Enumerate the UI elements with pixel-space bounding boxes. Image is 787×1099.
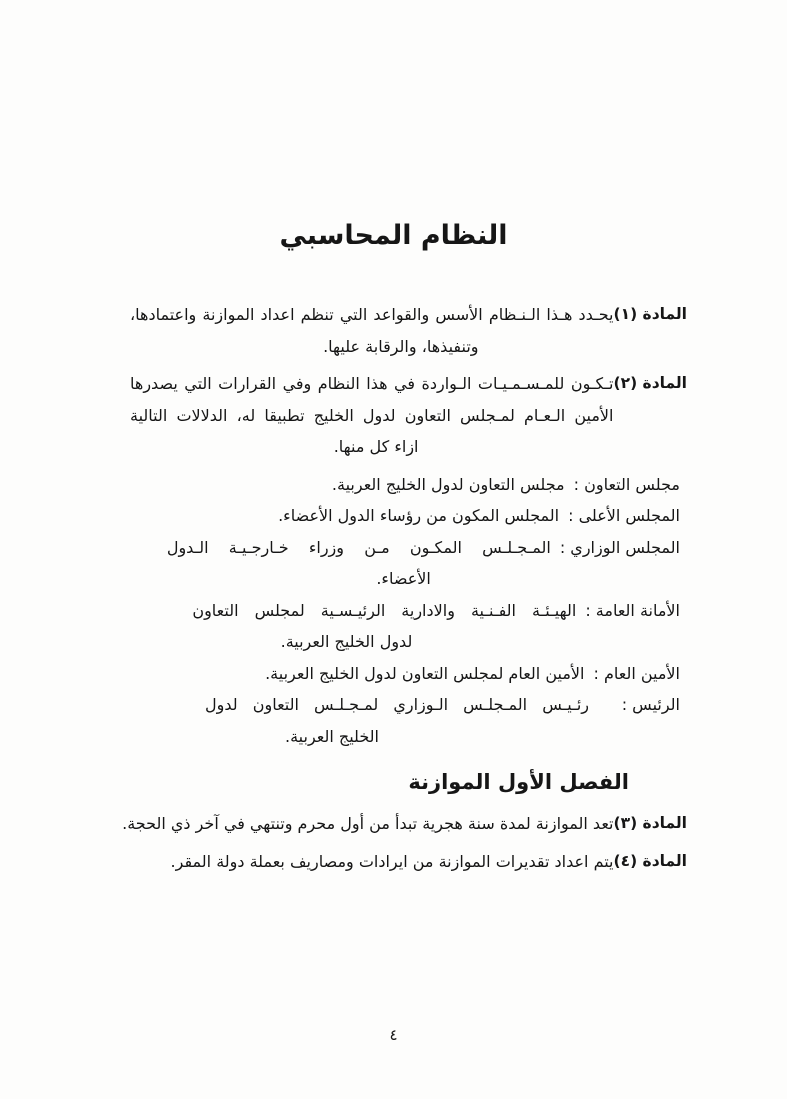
- definition-text-line: الهيـئـة الفـنـية والادارية الرئيـسـية لمجلس التعاون: [192, 600, 577, 620]
- article-4-label: المادة (٤): [613, 851, 687, 870]
- definition-row-president: [130, 689, 680, 752]
- article-2-body: [130, 368, 614, 463]
- article-2-line-2: الأمين الـعـام لمـجلس التعاون لدول الخليج تطبيقا له، الدلالات التالية: [130, 405, 614, 425]
- definition-term: الأمين العام :: [593, 663, 680, 683]
- definition-row-supreme-council: [130, 500, 680, 532]
- definition-text-line: الخليج العربية.: [285, 726, 379, 746]
- article-2-line-3: ازاء كل منها.: [333, 437, 419, 456]
- definition-text-line: المـجـلـس المكـون مـن وزراء خـارجـيـة الـدول: [166, 537, 551, 557]
- article-3-line-1: تعد الموازنة لمدة سنة هجرية تبدأ من أول محرم وتنتهي في آخر ذي الحجة.: [122, 814, 614, 833]
- article-1-label: المادة (١): [613, 305, 687, 323]
- article-2-label: المادة (٢): [613, 374, 687, 392]
- definition-row-general-secretariat: [130, 595, 680, 658]
- article-3-body: [122, 808, 614, 840]
- definition-text-line: رئـيـس المـجلـس الـوزاري لمـجـلـس التعاون لدول: [205, 695, 589, 714]
- definition-term: الأمانة العامة :: [585, 600, 680, 620]
- definition-term: الرئيس :: [621, 695, 680, 714]
- page-title: النظام المحاسبي: [279, 220, 508, 251]
- chapter-heading: الفصل الأول الموازنة: [408, 770, 629, 794]
- definition-row-cooperation-council: [130, 469, 680, 501]
- definition-term: المجلس الوزاري :: [559, 537, 680, 557]
- definition-term: المجلس الأعلى :: [568, 506, 680, 525]
- article-4: [130, 846, 687, 878]
- article-1-body: [130, 299, 614, 362]
- definition-text-line: مجلس التعاون لدول الخليج العربية.: [331, 474, 565, 494]
- article-2-line-1: تـكـون للمـسـمـيـات الـواردة في هذا النظام وفي القرارات التي يصدرها: [130, 374, 614, 393]
- article-1-line-1: يحـدد هـذا الـنـظام الأسس والقواعد التي تنظم اعداد الموازنة واعتمادها،: [130, 305, 614, 324]
- article-3: [122, 808, 687, 840]
- article-1-line-2: وتنفيذها، والرقابة عليها.: [323, 336, 479, 356]
- definition-row-ministerial-council: [130, 532, 680, 595]
- page-content: [122, 299, 687, 883]
- page-number: ٤: [389, 1026, 398, 1044]
- article-1: [130, 299, 687, 362]
- article-4-body: [130, 846, 614, 878]
- definition-text-line: الأعضاء.: [376, 569, 431, 588]
- definition-row-secretary-general: [130, 658, 680, 690]
- definition-term: مجلس التعاون :: [573, 474, 680, 494]
- definition-text-line: المجلس المكون من رؤساء الدول الأعضاء.: [278, 506, 560, 525]
- article-4-line-1: يتم اعداد تقديرات الموازنة من ايرادات ومصاريف بعملة دولة المقر.: [170, 851, 614, 871]
- definition-text-line: لدول الخليج العربية.: [280, 632, 413, 651]
- article-2: [130, 368, 687, 463]
- article-3-label: المادة (٣): [613, 814, 687, 832]
- definition-text-line: الأمين العام لمجلس التعاون لدول الخليج العربية.: [265, 663, 585, 683]
- definitions-list: [130, 469, 687, 753]
